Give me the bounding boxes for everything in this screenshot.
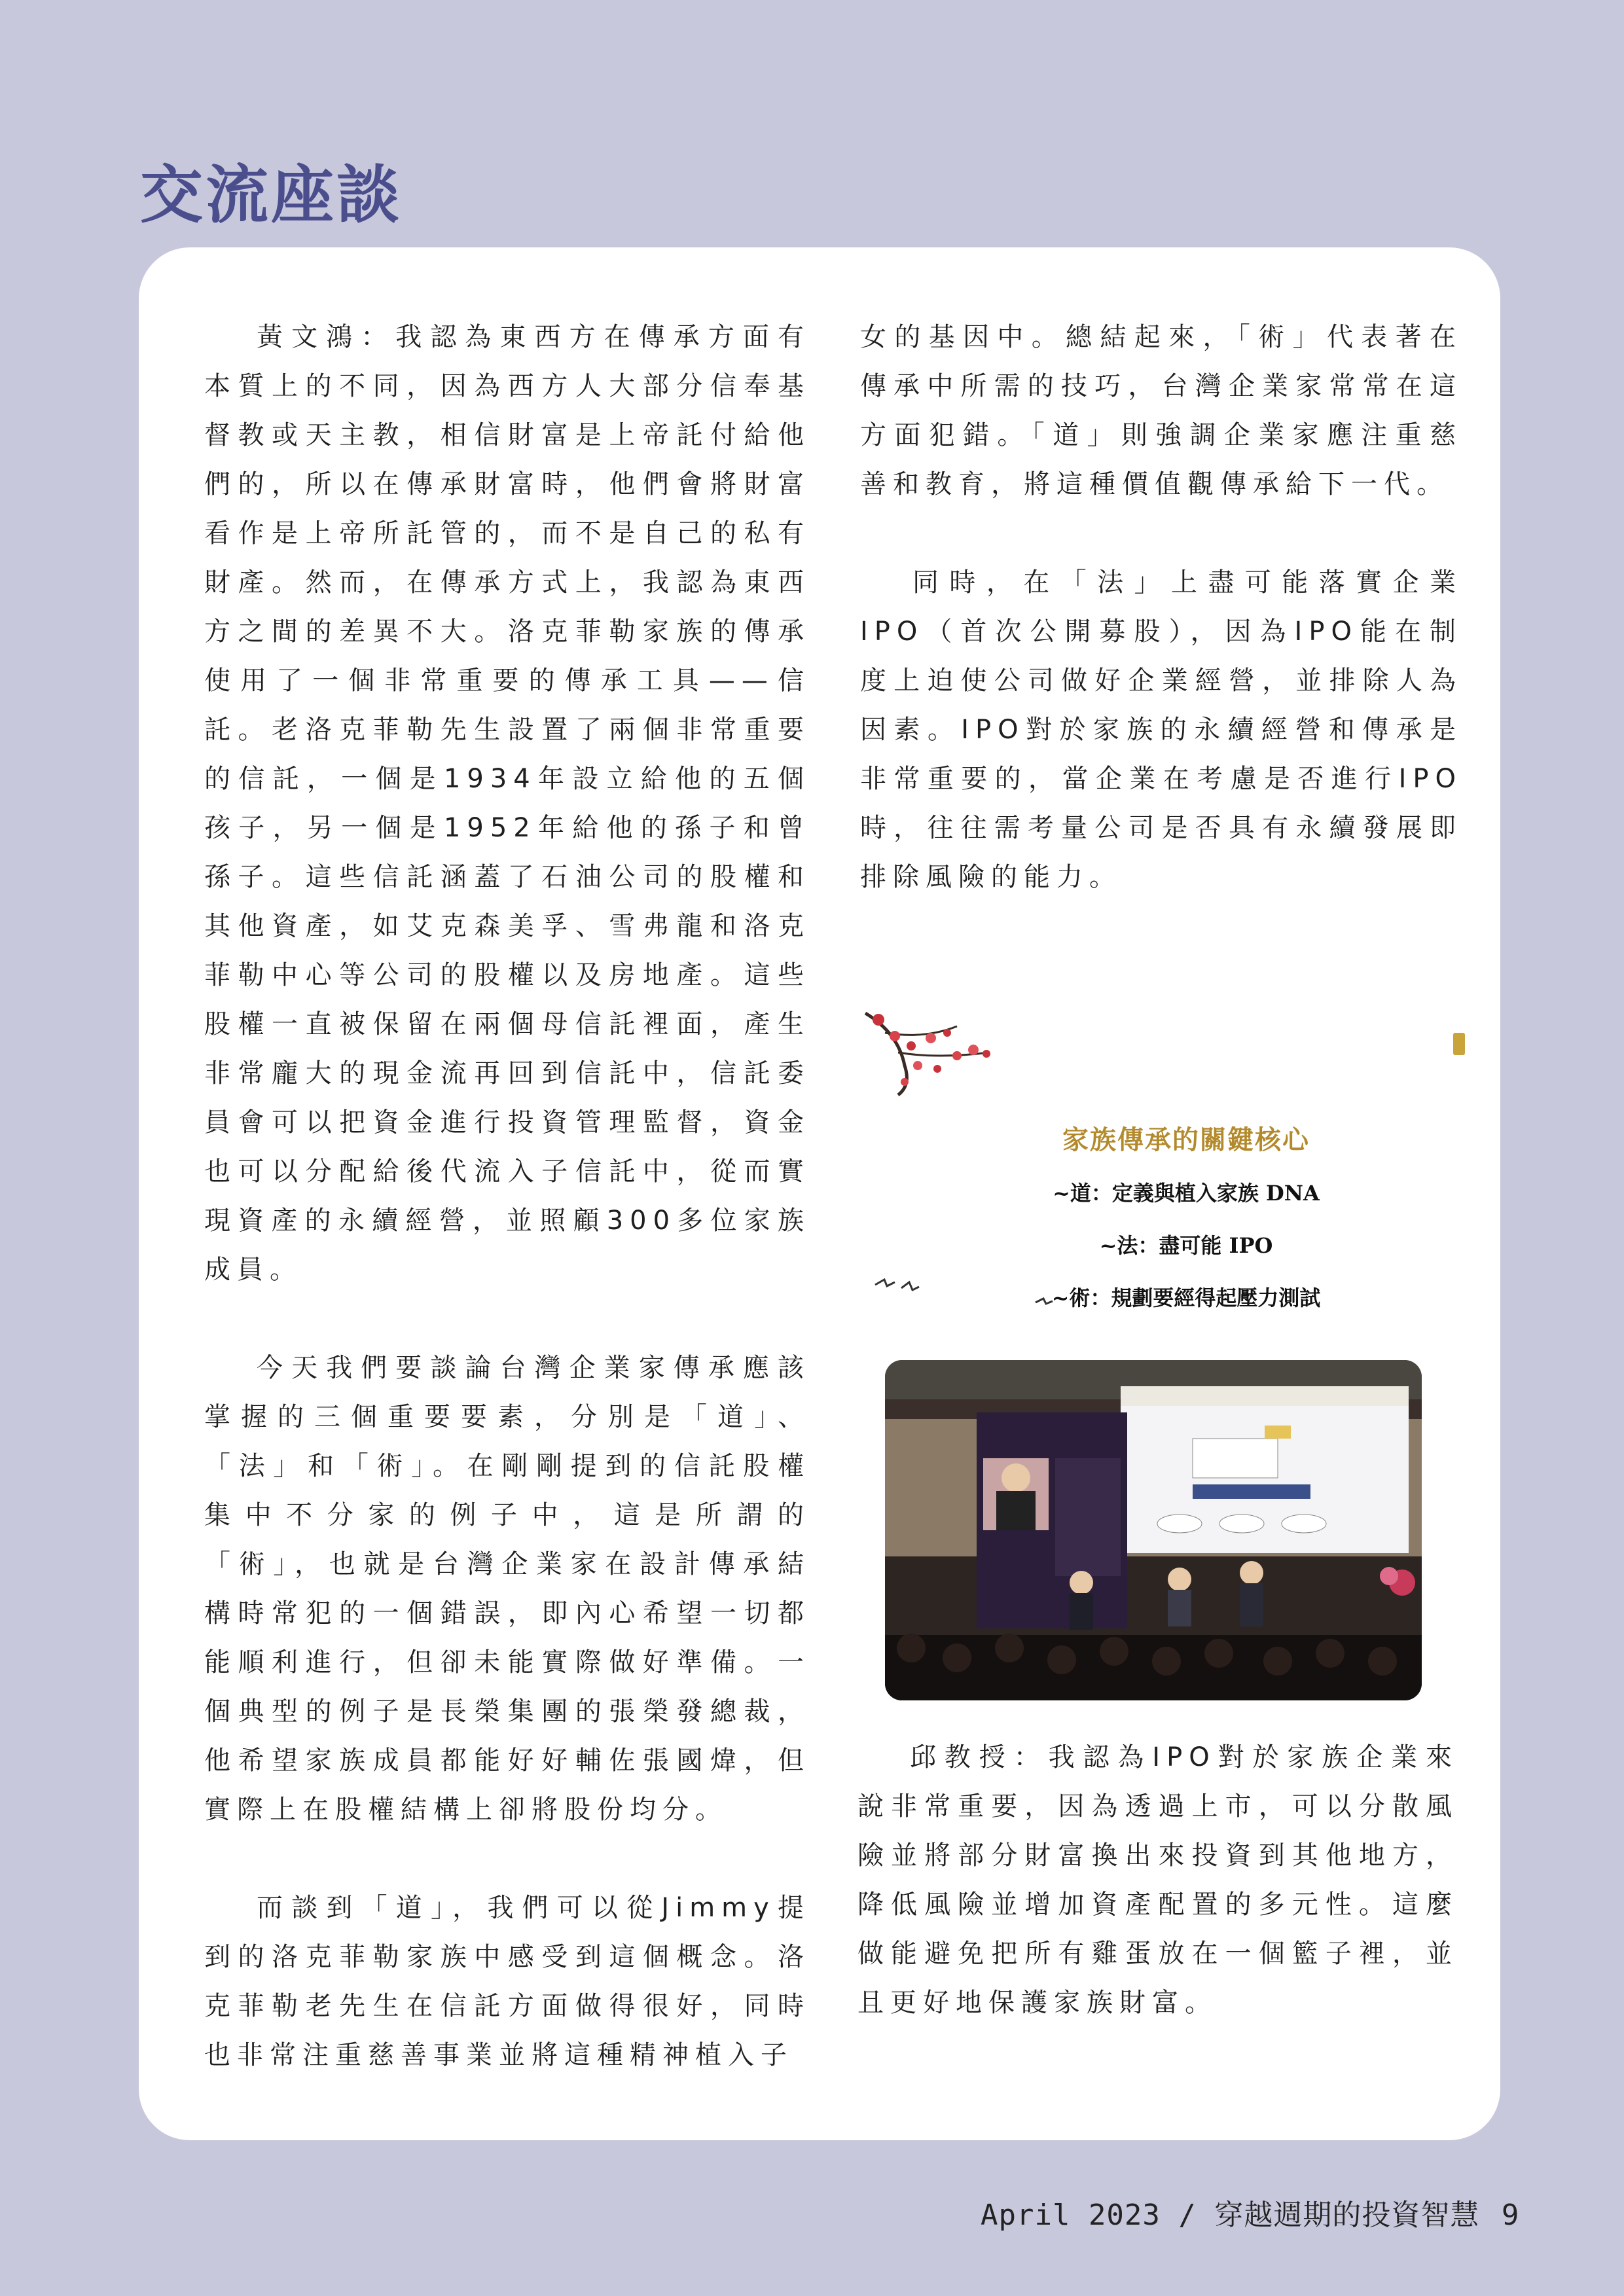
slide-logo: [1453, 1033, 1506, 1059]
paragraph-huang: 黃文鴻：我認為東西方在傳承方面有本質上的不同，因為西方人大部分信奉基督教或天主教，相信財富是上帝託付給他們的，所以在傳承財富時，他們會將財富看作是上帝所託管的，而不是自己的私有財產。然而，在傳承方式上，我認為東西方之間的差異不大。洛克菲勒家族的傳承使用了一個非常重要的傳承工具——信託。老洛克菲勒先生設置了兩個非常重要的信託，一個是1934年設立給他的五個孩子，另一個是1952年給他的孫子和曾孫子。這些信託涵蓋了石油公司的股權和其他資產，如艾克森美孚、雪弗龍和洛克菲勒中心等公司的股權以及房地產。這些股權一直被保留在兩個母信託裡面，產生非常龐大的現金流再回到信託中，信託委員會可以把資金進行投資管理監督，資金也可以分配給後代流入子信託中，從而實現資產的永續經營，並照顧300多位家族成員。: [204, 322, 810, 1285]
slide-line-dao: ~道：定義與植入家族 DNA: [1053, 1181, 1320, 1206]
logo-badge-icon: [1453, 1033, 1465, 1055]
content-card: [139, 247, 1500, 2140]
right-column-top: [860, 313, 1462, 902]
slide-heading: 家族傳承的關鍵核心: [1062, 1124, 1310, 1155]
page-number: 9: [1501, 2198, 1520, 2232]
paragraph-ipo: 同時，在「法」上盡可能落實企業IPO（首次公開募股），因為IPO能在制度上迫使公司做好企業經營，並排除人為因素。IPO對於家族的永續經營和傳承是非常重要的，當企業在考慮是否進行IPO時，往往需考量公司是否具有永續發展即排除風險的能力。: [860, 567, 1462, 892]
paragraph-dao: 而談到「道」，我們可以從Jimmy提到的洛克菲勒家族中感受到這個概念。洛克菲勒老先生在信託方面做得很好，同時也非常注重慈善事業並將這種精神植入子: [204, 1893, 810, 2070]
paragraph-continuation: 女的基因中。總結起來，「術」代表著在傳承中所需的技巧，台灣企業家常常在這方面犯錯。「道」則強調企業家應注重慈善和教育，將這種價值觀傳承給下一代。: [860, 322, 1462, 499]
slide-line-fa: ~法：盡可能 IPO: [1099, 1233, 1273, 1258]
right-column-bottom: [857, 1733, 1458, 2028]
section-title: 交流座談: [140, 158, 402, 232]
paragraph-dao-fa-shu: 今天我們要談論台灣企業家傳承應該掌握的三個重要要素，分別是「道」、「法」和「術」。在剛剛提到的信託股權集中不分家的例子中，這是所謂的「術」，也就是台灣企業家在設計傳承結構時常犯的一個錯誤，即內心希望一切都能順利進行，但卻未能實際做好準備。一個典型的例子是長榮集團的張榮發總裁，他希望家族成員都能好好輔佐張國煒，但實際上在股權結構上卻將股份均分。: [204, 1353, 810, 1825]
paragraph-professor: 邱教授：我認為IPO對於家族企業來說非常重要，因為透過上市，可以分散風險並將部分財富換出來投資到其他地方，降低風險並增加資產配置的多元性。這麼做能避免把所有雞蛋放在一個籃子裡，並且更好地保護家族財富。: [857, 1742, 1458, 2018]
plum-blossom-decoration: [859, 1007, 1003, 1098]
footer-text: April 2023 / 穿越週期的投資智慧: [981, 2198, 1480, 2232]
left-column: [204, 313, 810, 2080]
birds-decoration: [872, 1268, 1081, 1314]
event-photo-illustration: [885, 1360, 1422, 1700]
event-photo: [885, 1360, 1422, 1700]
slide: [859, 1007, 1513, 1321]
slide-line-shu: ~術：規劃要經得起壓力測試: [1051, 1285, 1321, 1310]
page-footer: [981, 2191, 1519, 2233]
